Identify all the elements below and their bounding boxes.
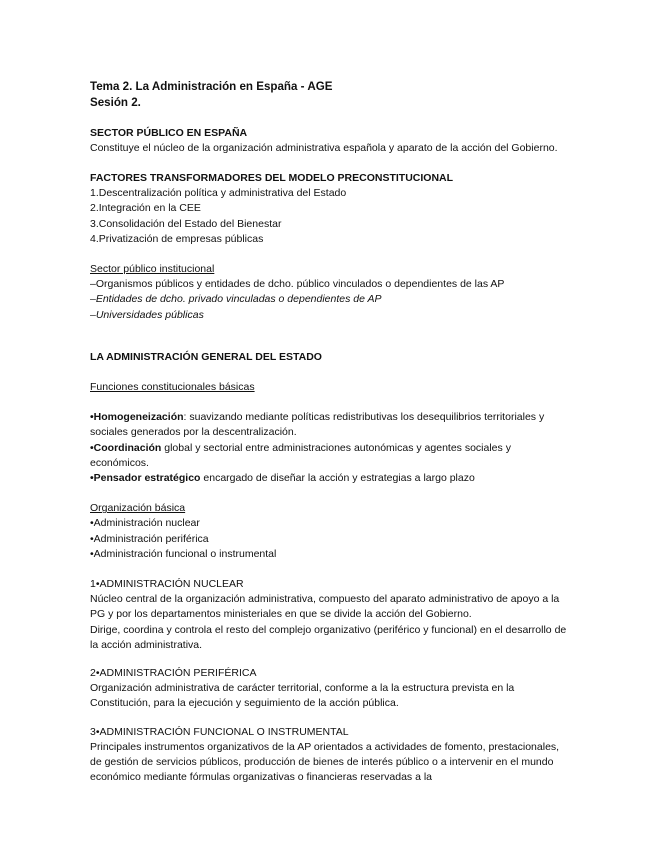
nuclear-heading: 1•ADMINISTRACIÓN NUCLEAR — [90, 578, 244, 591]
organizacion-item: •Administración periférica — [90, 532, 209, 545]
factores-item: 3.Consolidación del Estado del Bienestar — [90, 217, 282, 230]
sector-institucional-item: –Universidades públicas — [90, 308, 204, 321]
sector-institucional-heading: Sector público institucional — [90, 263, 215, 276]
organizacion-heading: Organización básica — [90, 502, 186, 515]
factores-heading: FACTORES TRANSFORMADORES DEL MODELO PRECONSTITUCIONAL — [90, 172, 454, 184]
document-page — [90, 79, 568, 786]
funciones-term: •Pensador estratégico — [90, 472, 201, 485]
funcional-paragraph: Principales instrumentos organizativos de la AP orientados a actividades de fomento, prestacionales, de gestión de servicios públicos, producción de bienes de interés público o a intervenir en el mundo económico mediante fórmulas organizativas o financieras reservadas a la — [90, 740, 560, 784]
factores-item: 4.Privatización de empresas públicas — [90, 232, 264, 245]
session-title: Sesión 2. — [90, 95, 141, 109]
sector-institucional-item: –Entidades de dcho. privado vinculadas o dependientes de AP — [90, 293, 382, 306]
funciones-item — [90, 410, 568, 440]
sector-publico-heading: SECTOR PÚBLICO EN ESPAÑA — [90, 126, 248, 139]
periferica-heading: 2•ADMINISTRACIÓN PERIFÉRICA — [90, 667, 257, 680]
periferica-paragraph: Organización administrativa de carácter territorial, conforme a la la estructura prevista en la Constitución, para la ejecución y seguimiento de la acción pública. — [90, 682, 515, 710]
factores-item: 2.Integración en la CEE — [90, 202, 201, 215]
funciones-desc: : suavizando mediante políticas redistributivas los desequilibrios territoriales y sociales generados por la descentralización. — [90, 411, 545, 439]
organizacion-item: •Administración funcional o instrumental — [90, 547, 277, 560]
age-heading: LA ADMINISTRACIÓN GENERAL DEL ESTADO — [90, 350, 322, 363]
funciones-item — [90, 441, 568, 471]
funcional-heading: 3•ADMINISTRACIÓN FUNCIONAL O INSTRUMENTAL — [90, 725, 349, 738]
document-title: Tema 2. La Administración en España - AGE — [90, 80, 333, 93]
organizacion-item: •Administración nuclear — [90, 517, 200, 530]
factores-item: 1.Descentralización política y administrativa del Estado — [90, 187, 347, 200]
funciones-term: •Homogeneización — [90, 411, 184, 424]
sector-publico-text: Constituye el núcleo de la organización administrativa española y aparato de la acción del Gobierno. — [90, 141, 558, 154]
funciones-item — [90, 471, 568, 486]
nuclear-paragraph: Núcleo central de la organización administrativa, compuesto del aparato administrativo de apoyo a la PG y por los departamentos ministeriales en que se divide la acción del Gobierno. — [90, 593, 560, 621]
sector-institucional-item: –Organismos públicos y entidades de dcho. público vinculados o dependientes de las AP — [90, 278, 505, 291]
nuclear-paragraph: Dirige, coordina y controla el resto del complejo organizativo (periférico y funcional) en el desarrollo de la acción administrativa. — [90, 623, 567, 651]
funciones-term: •Coordinación — [90, 441, 162, 454]
funciones-heading: Funciones constitucionales básicas — [90, 381, 255, 394]
funciones-desc: encargado de diseñar la acción y estrategias a largo plazo — [200, 472, 475, 485]
funciones-desc: global y sectorial entre administraciones autonómicas y agentes sociales y económicos. — [90, 441, 511, 469]
